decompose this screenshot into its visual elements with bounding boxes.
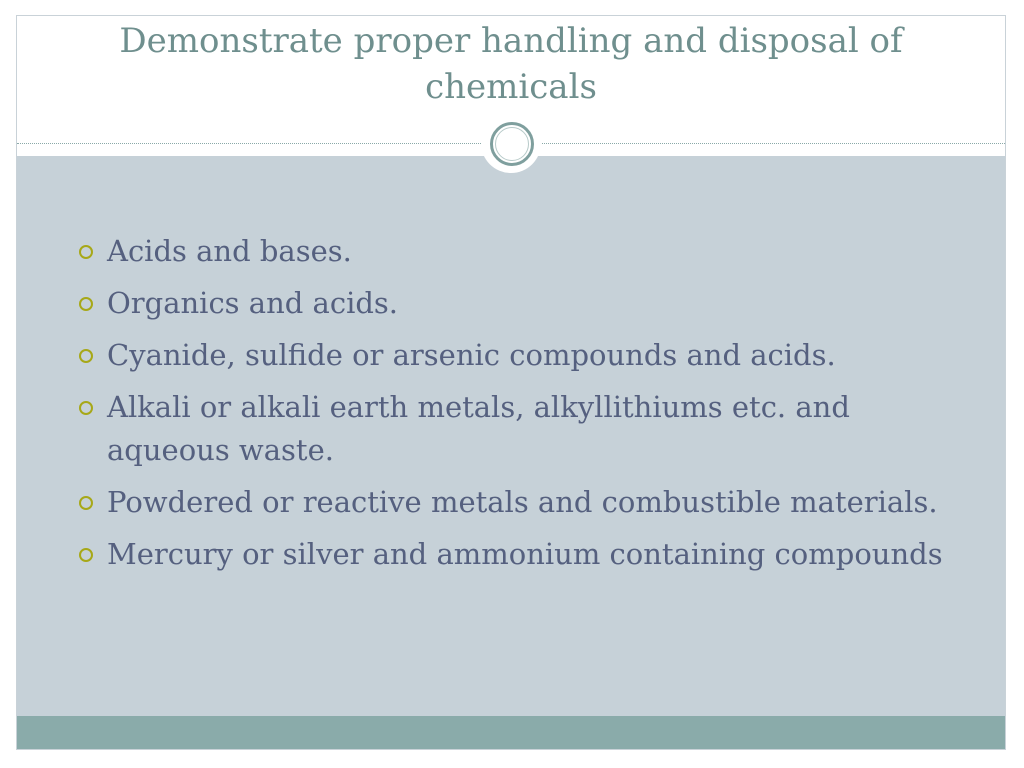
list-item bbox=[77, 282, 977, 325]
list-item bbox=[77, 533, 977, 576]
decorative-ring-icon bbox=[481, 113, 541, 173]
slide bbox=[16, 15, 1006, 750]
footer-band bbox=[17, 716, 1005, 750]
bullet-text: Acids and bases. bbox=[107, 234, 352, 268]
hollow-circle-bullet-icon bbox=[79, 349, 93, 363]
bullet-list bbox=[77, 230, 977, 585]
list-item bbox=[77, 386, 977, 472]
hollow-circle-bullet-icon bbox=[79, 401, 93, 415]
bullet-text: Organics and acids. bbox=[107, 286, 399, 320]
slide-title: Demonstrate proper handling and disposal of chemicals bbox=[119, 21, 903, 107]
bullet-text: Powdered or reactive metals and combustible materials. bbox=[107, 485, 938, 519]
bullet-text: Alkali or alkali earth metals, alkyllithiums etc. and aqueous waste. bbox=[107, 390, 850, 467]
ring-circle bbox=[490, 122, 534, 166]
list-item bbox=[77, 481, 977, 524]
hollow-circle-bullet-icon bbox=[79, 297, 93, 311]
hollow-circle-bullet-icon bbox=[79, 548, 93, 562]
hollow-circle-bullet-icon bbox=[79, 245, 93, 259]
bullet-text: Mercury or silver and ammonium containing compounds bbox=[107, 537, 943, 571]
hollow-circle-bullet-icon bbox=[79, 496, 93, 510]
bullet-text: Cyanide, sulfide or arsenic compounds and acids. bbox=[107, 338, 836, 372]
ring-inner-circle bbox=[495, 127, 529, 161]
list-item bbox=[77, 230, 977, 273]
list-item bbox=[77, 334, 977, 377]
